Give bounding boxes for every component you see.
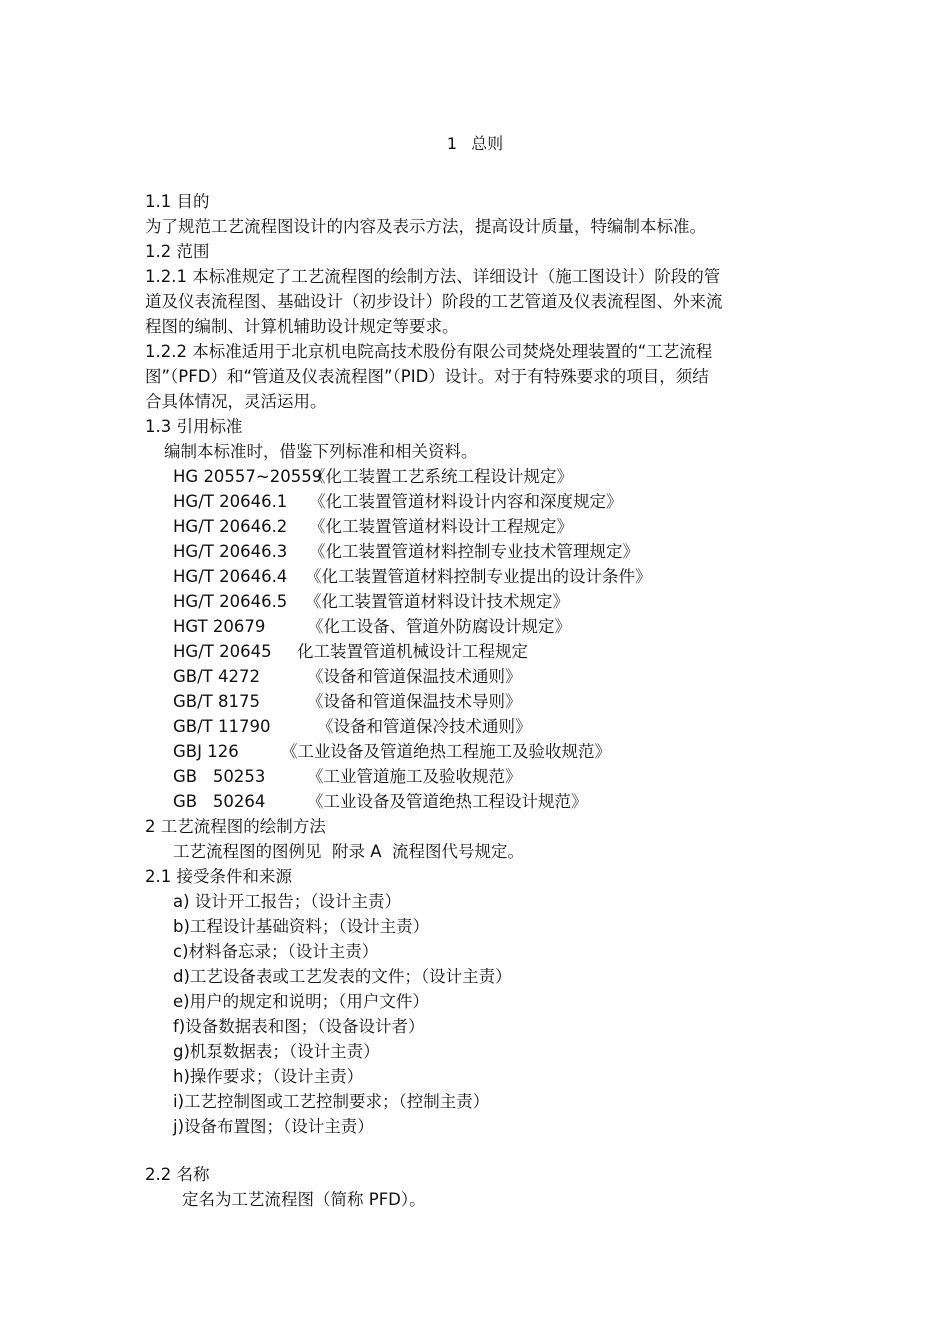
list-item: i)工艺控制图或工艺控制要求；（控制主责） — [173, 1092, 490, 1111]
reference-title: 《工业管道施工及验收规范》 — [307, 767, 522, 786]
chapter-title — [0, 132, 950, 156]
reference-code: HG 20557~20559 — [173, 467, 323, 486]
reference-code: GB 50253 — [173, 767, 266, 786]
list-item: d)工艺设备表或工艺发表的文件；（设计主责） — [173, 967, 512, 986]
list-item: b)工程设计基础资料；（设计主责） — [173, 917, 430, 936]
list-item: h)操作要求；（设计主责） — [173, 1067, 364, 1086]
reference-title: 《化工装置管道材料设计技术规定》 — [305, 592, 569, 611]
list-item: j)设备布置图；（设计主责） — [173, 1117, 374, 1136]
reference-item — [173, 514, 573, 539]
reference-item — [173, 539, 639, 564]
reference-code: HG/T 20645 — [173, 642, 272, 661]
reference-code: HG/T 20646.1 — [173, 492, 288, 511]
paragraph: 编制本标准时，借鉴下列标准和相关资料。 — [164, 442, 478, 461]
paragraph-line: 图”（PFD）和“管道及仪表流程图”（PID）设计。对于有特殊要求的项目，须结 — [145, 367, 709, 386]
paragraph-line: 合具体情况，灵活运用。 — [145, 392, 327, 411]
section-1-3-heading: 1.3 引用标准 — [145, 417, 243, 436]
reference-item — [173, 614, 571, 639]
paragraph-line: 1.2.2 本标准适用于北京机电院高技术股份有限公司焚烧处理装置的“工艺流程 — [145, 342, 713, 361]
reference-item — [173, 739, 611, 764]
reference-code: GB 50264 — [173, 792, 266, 811]
list-item: f)设备数据表和图；（设备设计者） — [173, 1017, 425, 1036]
reference-title: 《工业设备及管道绝热工程施工及验收规范》 — [281, 742, 611, 761]
section-2-intro: 工艺流程图的图例见 附录 A 流程图代号规定。 — [173, 842, 525, 861]
list-item: c)材料备忘录；（设计主责） — [173, 942, 379, 961]
reference-title: 《设备和管道保温技术导则》 — [307, 692, 522, 711]
reference-title: 《化工装置管道材料控制专业技术管理规定》 — [309, 542, 639, 561]
reference-title: 《化工装置管道材料控制专业提出的设计条件》 — [305, 567, 652, 586]
reference-code: GBJ 126 — [173, 742, 239, 761]
section-1-1-heading: 1.1 目的 — [145, 192, 210, 211]
list-item: a) 设计开工报告；（设计主责） — [173, 892, 402, 911]
paragraph-line: 程图的编制、计算机辅助设计规定等要求。 — [145, 317, 459, 336]
paragraph: 为了规范工艺流程图设计的内容及表示方法，提高设计质量，特编制本标准。 — [145, 217, 706, 236]
reference-code: GB/T 8175 — [173, 692, 260, 711]
reference-item — [173, 589, 569, 614]
chapter-number: 1 — [446, 134, 458, 153]
section-1-2-heading: 1.2 范围 — [145, 242, 210, 261]
reference-code: HG/T 20646.5 — [173, 592, 288, 611]
reference-title: 《设备和管道保冷技术通则》 — [317, 717, 532, 736]
reference-code: HG/T 20646.4 — [173, 567, 288, 586]
reference-code: HG/T 20646.2 — [173, 517, 288, 536]
chapter-title-text: 总则 — [471, 134, 504, 153]
section-2-1-heading: 2.1 接受条件和来源 — [145, 867, 292, 886]
list-item: g)机泵数据表；（设计主责） — [173, 1042, 380, 1061]
reference-title: 化工装置管道机械设计工程规定 — [297, 642, 528, 661]
reference-item — [173, 464, 573, 489]
reference-title: 《工业设备及管道绝热工程设计规范》 — [307, 792, 588, 811]
reference-code: GB/T 4272 — [173, 667, 260, 686]
reference-item — [173, 564, 652, 589]
reference-item — [173, 689, 522, 714]
reference-item — [173, 764, 522, 789]
paragraph-line: 1.2.1 本标准规定了工艺流程图的绘制方法、详细设计（施工图设计）阶段的管 — [145, 267, 721, 286]
section-2-2-heading: 2.2 名称 — [145, 1165, 210, 1184]
reference-title: 《设备和管道保温技术通则》 — [307, 667, 522, 686]
reference-item — [173, 664, 522, 689]
section-2-2-text: 定名为工艺流程图（简称 PFD）。 — [182, 1190, 426, 1209]
reference-item — [173, 789, 588, 814]
list-item: e)用户的规定和说明；（用户文件） — [173, 992, 429, 1011]
reference-title: 《化工装置管道材料设计工程规定》 — [309, 517, 573, 536]
reference-code: HGT 20679 — [173, 617, 266, 636]
reference-code: GB/T 11790 — [173, 717, 271, 736]
reference-item — [173, 489, 623, 514]
paragraph-line: 道及仪表流程图、基础设计（初步设计）阶段的工艺管道及仪表流程图、外来流 — [145, 292, 723, 311]
reference-item — [173, 714, 532, 739]
reference-title: 《化工装置工艺系统工程设计规定》 — [309, 467, 573, 486]
reference-title: 《化工装置管道材料设计内容和深度规定》 — [309, 492, 623, 511]
reference-code: HG/T 20646.3 — [173, 542, 288, 561]
section-2-heading: 2 工艺流程图的绘制方法 — [145, 817, 326, 836]
reference-item — [173, 639, 528, 664]
reference-title: 《化工设备、管道外防腐设计规定》 — [307, 617, 571, 636]
